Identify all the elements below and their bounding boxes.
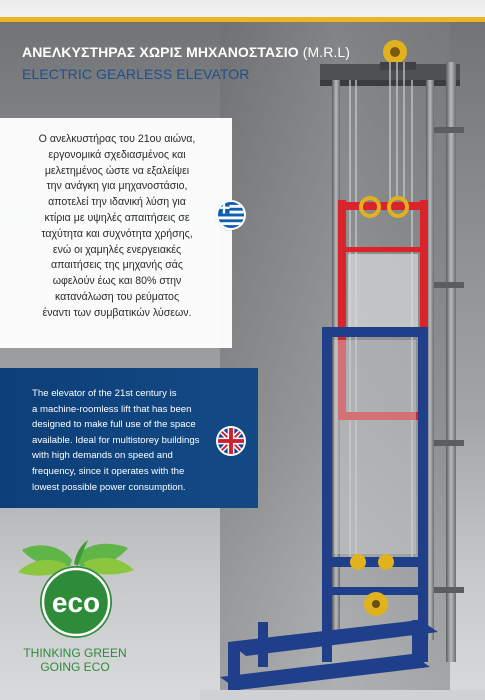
greek-line: Ο ανελκυστήρας του 21ου αιώνα, [38,133,196,145]
greek-line: κατανάλωση του ρεύματος [54,290,180,303]
title-english: ELECTRIC GEARLESS ELEVATOR [22,66,250,82]
greek-line: αποτελεί την ιδανική λύση για [48,196,186,209]
english-line: The elevator of the 21st century is [32,388,177,399]
greek-line: απαιτήσεις της μηχανής σάς [50,259,184,272]
greek-line: ωφελούν έως και 80% στην [52,275,182,288]
greek-line: κτίρια με υψηλές απαιτήσεις σε [44,211,190,224]
title-greek-main: ΑΝΕΛΚΥΣΤΗΡΑΣ ΧΩΡΙΣ ΜΗΧΑΝΟΣΤΑΣΙΟ [22,44,299,60]
english-line: designed to make full use of the space [32,419,196,431]
greek-flag-icon [218,202,244,228]
english-line: a machine-roomless lift that has been [32,403,192,415]
eco-leaf-badge-icon [14,540,138,644]
eco-slogan [0,646,150,674]
greek-line: ταχύτητα και συχνότητα χρήσης, [41,227,193,240]
english-line: frequency, since it operates with the [32,465,185,477]
title-greek-suffix: (M.R.L) [298,44,351,60]
greek-line: έναντι των συμβατικών λύσεων. [42,306,192,319]
slogan-line-1: THINKING GREEN [23,646,127,660]
english-line: with high demands on speed and [32,450,173,462]
elevator-illustration [200,22,485,700]
greek-line: ενώ οι χαμηλές ενεργειακές [52,243,182,256]
greek-paragraph [8,132,226,322]
greek-line: την ανάγκη για μηχανοστάσιο, [46,180,188,193]
greek-text-box [0,118,232,348]
english-line: available. Ideal for multistorey buildings [32,434,200,446]
english-line: lowest possible power consumption. [32,481,186,493]
uk-flag-icon [218,428,244,454]
greek-line: εργονομικά σχεδιασμένος και [48,148,186,161]
greek-line: μελετημένος ώστε να εξαλείψει [44,164,190,177]
eco-badge-text: eco [51,587,101,618]
slogan-line-2: GOING ECO [40,660,110,674]
title-greek [22,44,350,60]
